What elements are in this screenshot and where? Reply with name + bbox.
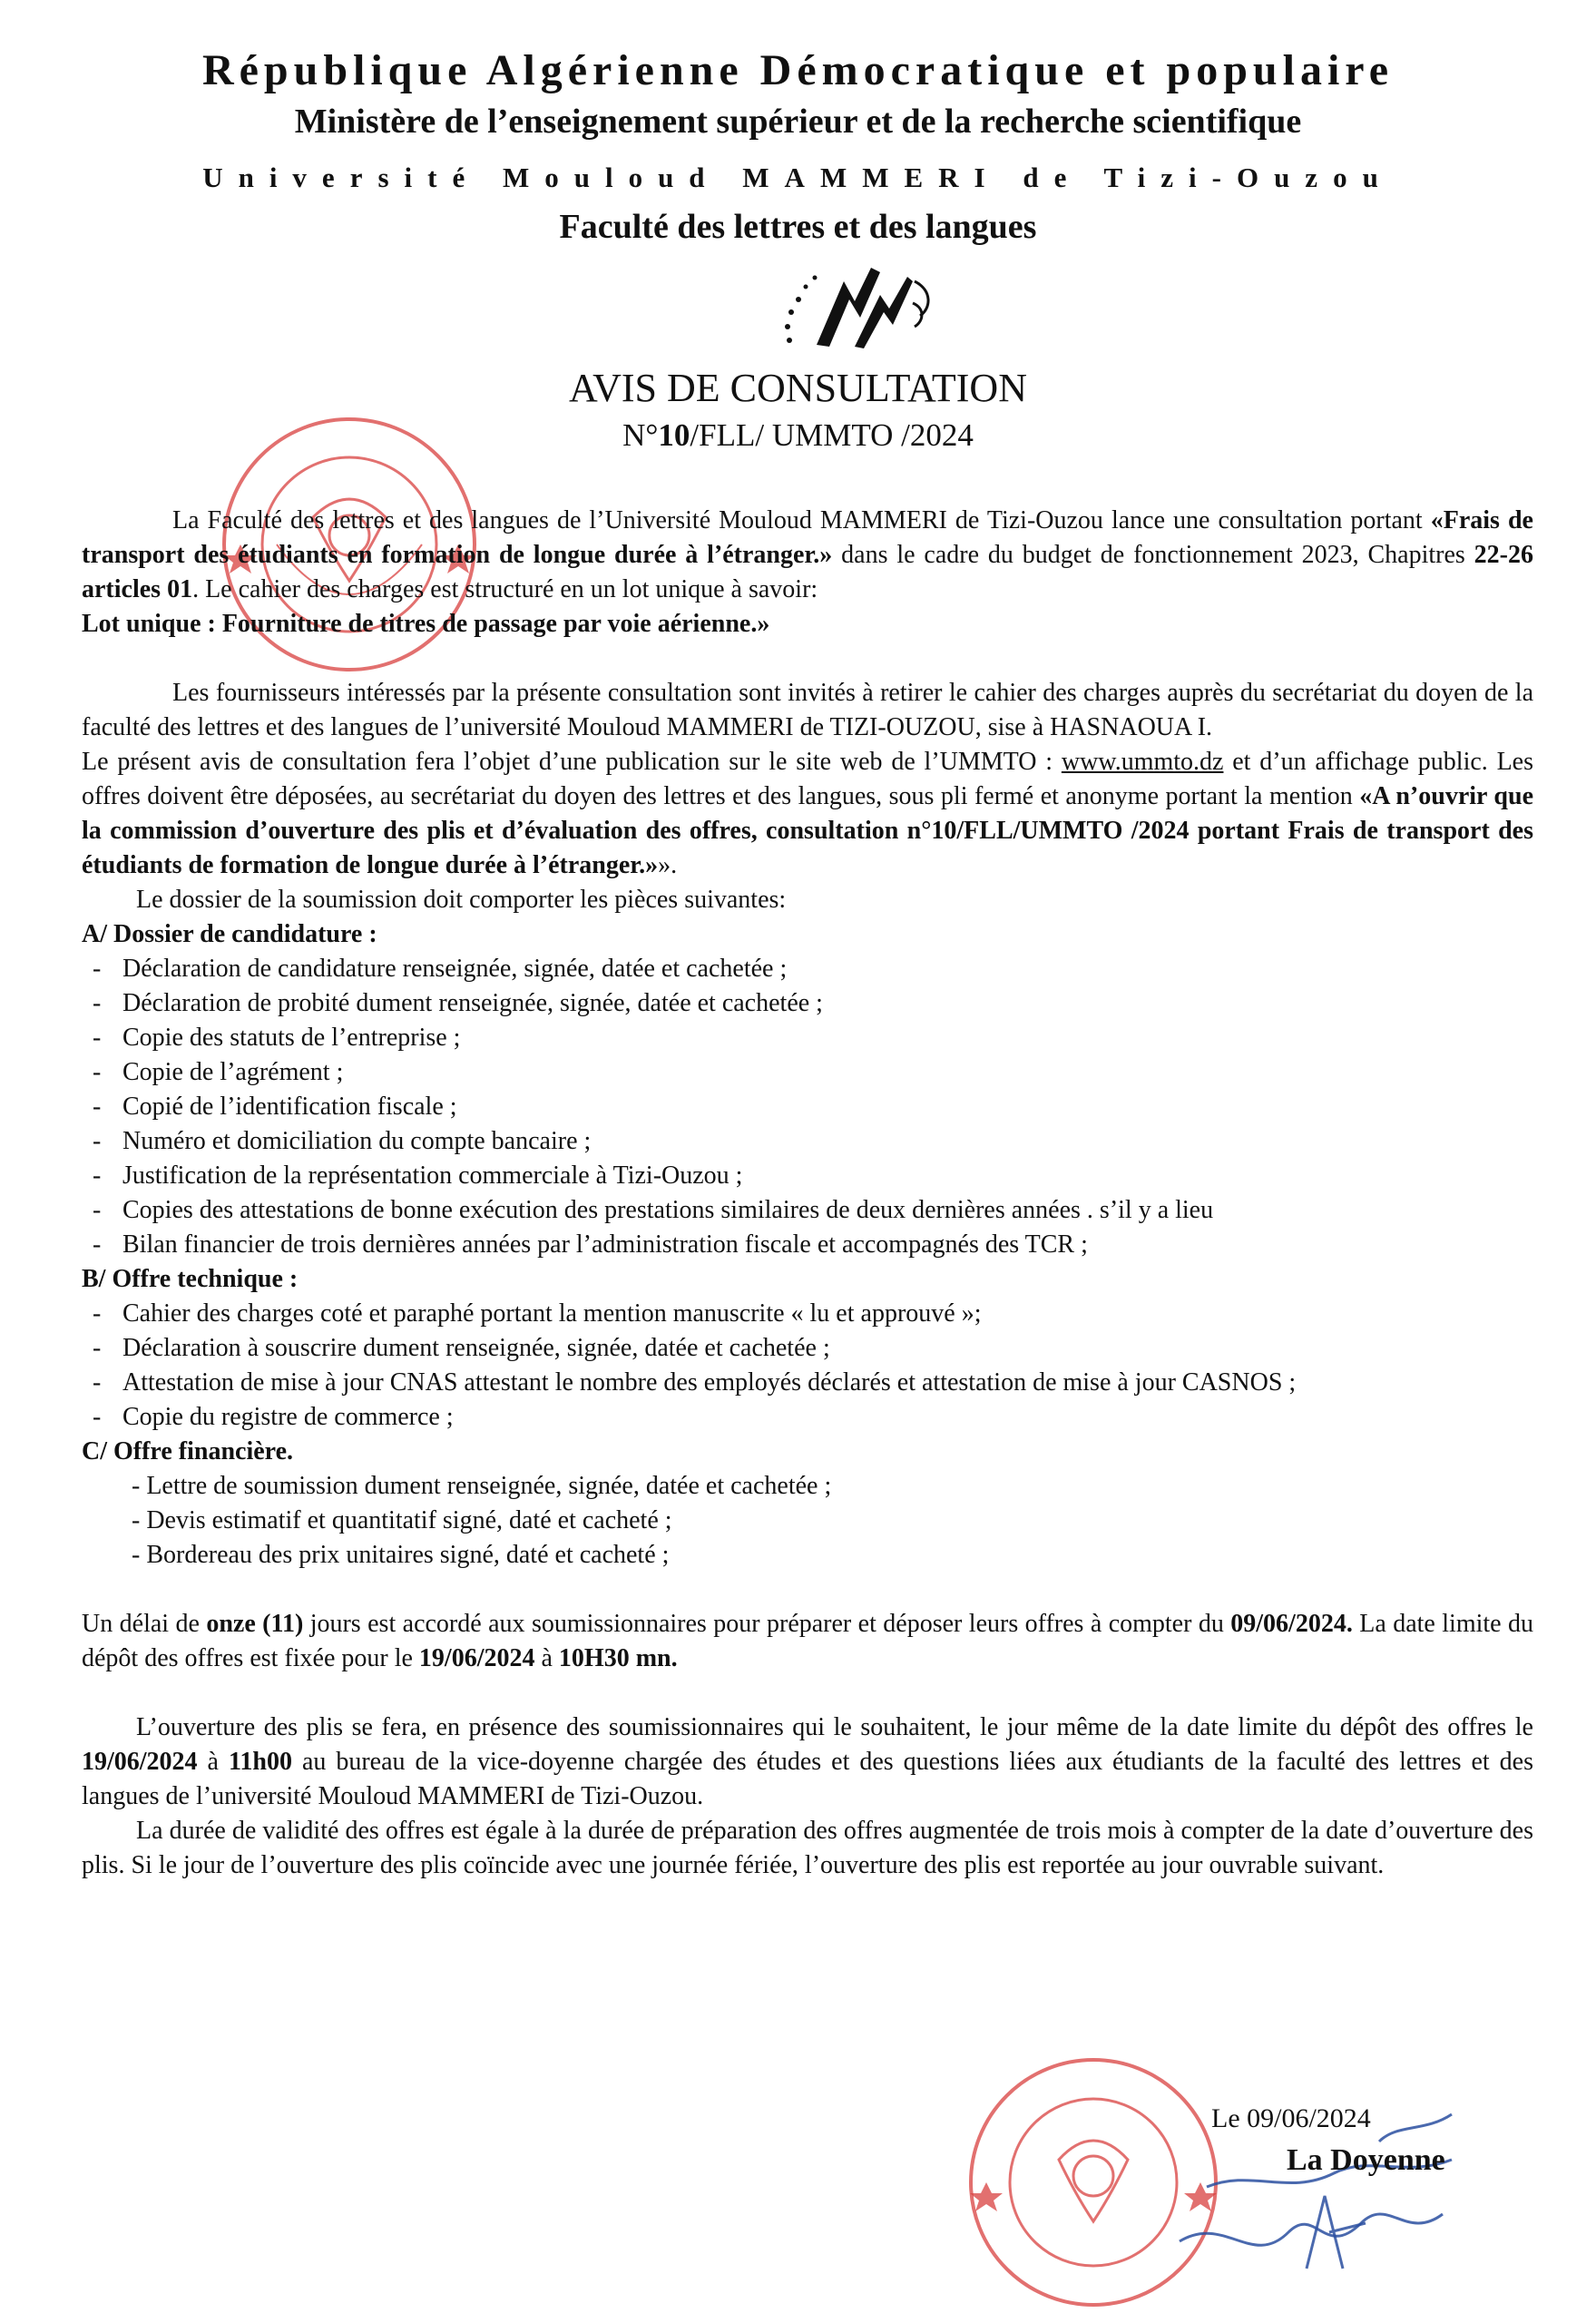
website-link[interactable]: www.ummto.dz: [1061, 748, 1224, 776]
list-item: - Lettre de soumission dument renseignée, signée, datée et cachetée ;: [132, 1472, 832, 1500]
lot-line: Lot unique : Fourniture de titres de passage par voie aérienne.»: [82, 610, 770, 638]
list-item: - Copié de l’identification fiscale ;: [82, 1090, 1533, 1124]
republic-header: République Algérienne Démocratique et populaire: [201, 46, 1395, 94]
section-b-heading: B/ Offre technique :: [82, 1265, 299, 1293]
section-a-heading: A/ Dossier de candidature :: [82, 920, 377, 948]
section-c-heading: C/ Offre financière.: [82, 1437, 294, 1465]
list-item: - Déclaration de candidature renseignée, signée, datée et cachetée ;: [82, 952, 1533, 986]
university-header: Université Mouloud MAMMERI de Tizi-Ouzou: [202, 162, 1394, 193]
page-title: AVIS DE CONSULTATION: [569, 366, 1027, 410]
validity-paragraph: La durée de validité des offres est égale à la durée de préparation des offres augmentée de trois mois à compter de la date d’ouverture des plis. Si le jour de l’ouverture des plis coïncide avec une journée fériée, l’ouverture des plis est reportée au jour ouvrable suivant.: [82, 1817, 1533, 1879]
list-item: - Devis estimatif et quantitatif signé, daté et cacheté ;: [132, 1506, 672, 1534]
university-logo-icon: [753, 245, 944, 363]
section-a-list: [82, 952, 1533, 1262]
list-item: - Bilan financier de trois dernières années par l’administration fiscale et accompagnés des TCR ;: [82, 1228, 1533, 1262]
list-item: - Attestation de mise à jour CNAS attestant le nombre des employés déclarés et attestation de mise à jour CASNOS ;: [82, 1366, 1533, 1400]
consultation-reference: N°10/FLL/ UMMTO /2024: [622, 417, 974, 453]
faculty-header: Faculté des lettres et des langues: [559, 208, 1037, 246]
list-item: - Déclaration de probité dument renseignée, signée, datée et cachetée ;: [82, 986, 1533, 1021]
opening-paragraph: L’ouverture des plis se fera, en présence des soumissionnaires qui le souhaitent, le jour même de la date limite du dépôt des offres le 19/06/2024 à 11h00 au bureau de la vice-doyenne chargée des études et des questions liées aux étudiants de la faculté des lettres et des langues de l’université Mouloud MAMMERI de Tizi-Ouzou.: [82, 1713, 1533, 1810]
suppliers-paragraph: Les fournisseurs intéressés par la présente consultation sont invités à retirer le cahier des charges auprès du secrétariat du doyen de la faculté des lettres et des langues de l’université Mouloud MAMMERI de TIZI-OUZOU, sise à HASNAOUA I.: [82, 679, 1533, 741]
list-item: - Copies des attestations de bonne exécution des prestations similaires de deux dernières années . s’il y a lieu: [82, 1193, 1533, 1228]
body-text: [82, 504, 1533, 1883]
list-item: - Bordereau des prix unitaires signé, daté et cacheté ;: [132, 1541, 670, 1569]
section-c-list: [82, 1469, 1533, 1573]
ministry-header: Ministère de l’enseignement supérieur et de la recherche scientifique: [294, 103, 1302, 141]
section-b-list: [82, 1297, 1533, 1435]
list-item: - Copie du registre de commerce ;: [82, 1400, 1533, 1435]
signature-date: Le 09/06/2024: [1211, 2103, 1371, 2133]
list-item: - Copie de l’agrément ;: [82, 1055, 1533, 1090]
list-item: - Numéro et domiciliation du compte bancaire ;: [82, 1124, 1533, 1159]
dossier-intro: Le dossier de la soumission doit comporter les pièces suivantes:: [136, 886, 787, 914]
publication-paragraph: Le présent avis de consultation fera l’objet d’une publication sur le site web de l’UMMTO : www.ummto.dz et d’un affichage public. Les offres doivent être déposées, au secrétariat du doyen des lettres et des langues, sous pli fermé et anonyme portant la mention «A n’ouvrir que la commission d’ouverture des plis et d’évaluation des offres, consultation n°10/FLL/UMMTO /2024 portant Frais de transport des étudiants de formation de longue durée à l’étranger.»».: [82, 748, 1533, 879]
intro-paragraph: La Faculté des lettres et des langues de l’Université Mouloud MAMMERI de Tizi-Ouzou lance une consultation portant «Frais de transport des étudiants en formation de longue durée à l’étranger.» dans le cadre du budget de fonctionnement 2023, Chapitres 22-26 articles 01. Le cahier des charges est structuré en un lot unique à savoir:: [82, 506, 1533, 603]
list-item: - Justification de la représentation commerciale à Tizi-Ouzou ;: [82, 1159, 1533, 1193]
signatory-title: La Doyenne: [1287, 2143, 1445, 2177]
list-item: - Cahier des charges coté et paraphé portant la mention manuscrite « lu et approuvé »;: [82, 1297, 1533, 1331]
list-item: - Déclaration à souscrire dument renseignée, signée, datée et cachetée ;: [82, 1331, 1533, 1366]
deadline-paragraph: Un délai de onze (11) jours est accordé aux soumissionnaires pour préparer et déposer leurs offres à compter du 09/06/2024. La date limite du dépôt des offres est fixée pour le 19/06/2024 à 10H30 mn.: [82, 1610, 1534, 1672]
list-item: - Copie des statuts de l’entreprise ;: [82, 1021, 1533, 1055]
